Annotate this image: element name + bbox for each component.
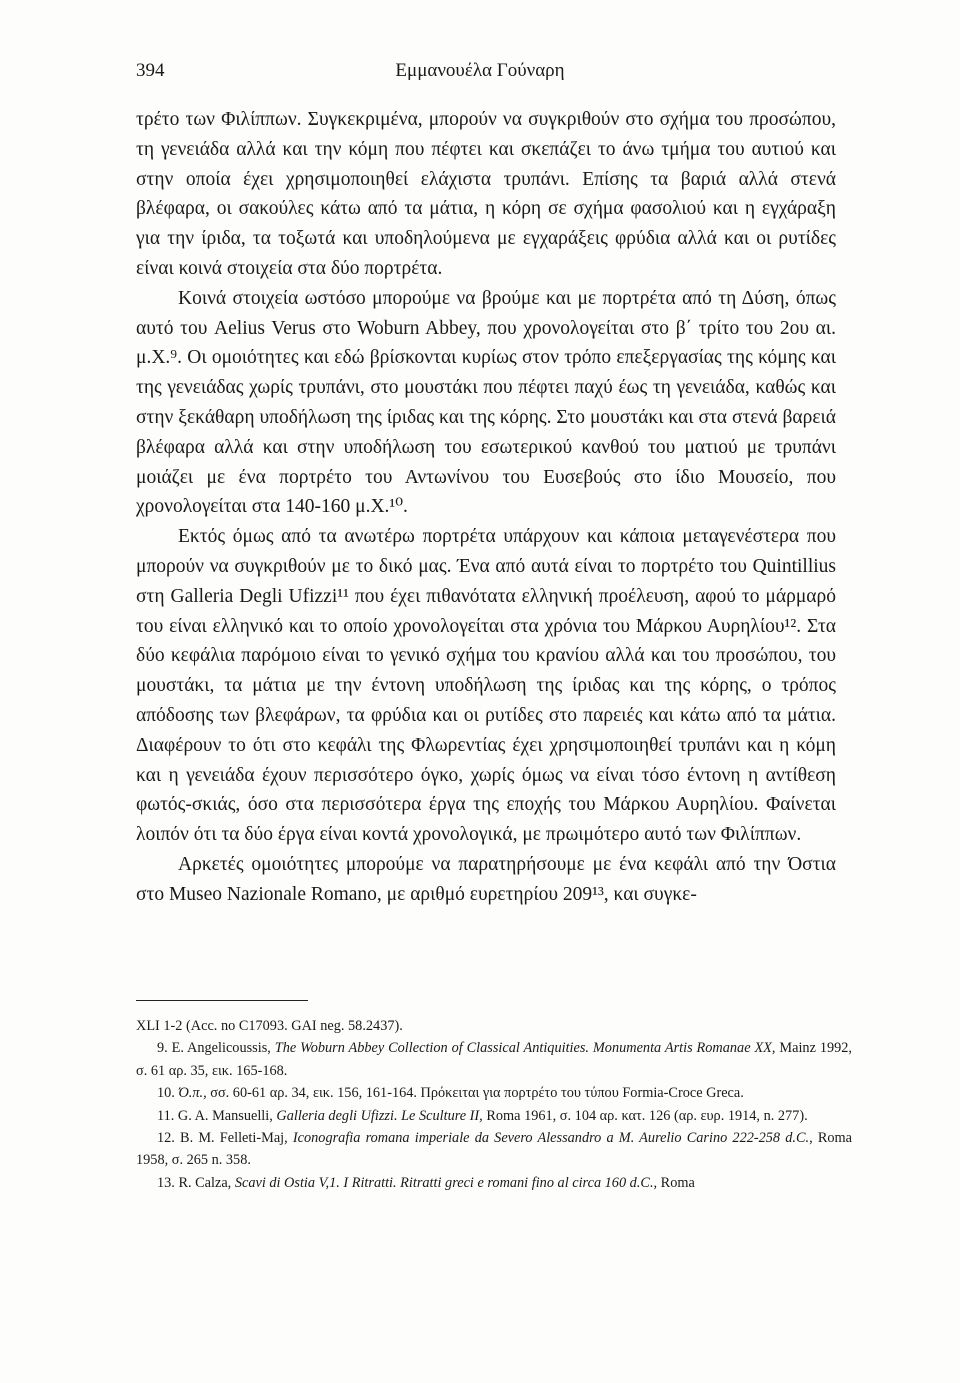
footnote-9: 9. E. Angelicoussis, The Woburn Abbey Collection of Classical Antiquities. Monumenta Artis Romanae XX, Mainz 1992, σ. 61 αρ. 35, εικ. 165-168. (136, 1040, 852, 1079)
paragraph-2: Κοινά στοιχεία ωστόσο μπορούμε να βρούμε και με πορτρέτα από τη Δύση, όπως αυτό του Aelius Verus στο Woburn Abbey, που χρονολογείται στο β΄ τρίτο του 2ου αι. μ.Χ.⁹. Οι ομοιότητες και εδώ βρίσκονται κυρίως στον τρόπο επεξεργασίας της κόμης και της γενειάδας χωρίς τρυπάνι, στο μουστάκι που πέφτει παχύ έως τη γενειάδα, καθώς και στην ξεκάθαρη υποδήλωση της ίριδας και της κόρης. Στο μουστάκι και στα στενά βαρειά βλέφαρα αλλά και στην υποδήλωση του εσωτερικού κανθού του ματιού με τρυπάνι μοιάζει με ένα πορτρέτο του Αντωνίνου του Ευσεβούς στο ίδιο Μουσείο, που χρονολογείται στα 140-160 μ.Χ.¹⁰. (136, 287, 836, 518)
footnote-10: 10. Ό.π., σσ. 60-61 αρ. 34, εικ. 156, 161-164. Πρόκειται για πορτρέτο του τύπου Formia-Croce Greca. (157, 1085, 744, 1102)
paragraph-3: Εκτός όμως από τα ανωτέρω πορτρέτα υπάρχουν και κάποια μεταγενέστερα που μπορούν να συγκριθούν με το δικό μας. Ένα από αυτά είναι το πορτρέτο του Quintillius στη Galleria Degli Ufizzi¹¹ που έχει πιθανότατα ελληνική προέλευση, αφού το μάρμαρό του είναι ελληνικό και το οποίο χρονολογείται στα χρόνια του Μάρκου Αυρηλίου¹². Στα δύο κεφάλια παρόμοιο είναι το γενικό σχήμα του κρανίου αλλά και του προσώπου, του μουστάκι, τα μάτια με την έντονη υποδήλωση της ίριδας και της κόρης, ο τρόπος απόδοσης των βλεφάρων, τα φρύδια και οι ρυτίδες στο παρειές και κάτω από τα μάτια. Διαφέρουν το ότι στο κεφάλι της Φλωρεντίας έχει χρησιμοποιηθεί τρυπάνι και η κόμη και η γενειάδα έχουν περισσότερο όγκο, χωρίς όμως να είναι τόσο έντονη η αντίθεση φωτός-σκιάς, όσο στα περισσότερα έργα της εποχής του Μάρκου Αυρηλίου. Φαίνεται λοιπόν ότι τα δύο έργα είναι κοντά χρονολογικά, με πρωιμότερο αυτό των Φιλίππων. (136, 526, 836, 846)
running-head-author: Εμμανουέλα Γούναρη (395, 60, 565, 81)
footnote-continuation: XLI 1-2 (Acc. no C17093. GAI neg. 58.2437). (136, 1018, 403, 1034)
paragraph-1: τρέτο των Φιλίππων. Συγκεκριμένα, μπορούν να συγκριθούν στο σχήμα του προσώπου, τη γενειάδα αλλά και την κόμη που πέφτει και σκεπάζει το άνω τμήμα του αυτιού και στην οποία έχει χρησιμοποιηθεί ελάχιστα τρυπάνι. Επίσης τα βαριά αλλά στενά βλέφαρα, οι σακούλες κάτω από τα μάτια, η κόρη σε σχήμα φασολιού και η εγχάραξη για την ίριδα, τα τοξωτά και υποδηλούμενα με εγχαράξεις φρύδια αλλά και οι ρυτίδες είναι κοινά στοιχεία στα δύο πορτρέτα. (136, 109, 836, 279)
footnote-11: 11. G. A. Mansuelli, Galleria degli Ufizzi. Le Sculture II, Roma 1961, σ. 104 αρ. κατ. 126 (αρ. ευρ. 1914, n. 277). (157, 1107, 808, 1124)
footnote-13: 13. R. Calza, Scavi di Ostia V,1. I Ritratti. Ritratti greci e romani fino al circa 160 d.C., Roma (157, 1174, 695, 1191)
paragraph-4: Αρκετές ομοιότητες μπορούμε να παρατηρήσουμε με ένα κεφάλι από την Όστια στο Museo Nazionale Romano, με αριθμό ευρετηρίου 209¹³, και συγκε- (136, 853, 836, 905)
footnotes (136, 1015, 852, 1194)
page-number: 394 (136, 60, 165, 81)
main-text (136, 105, 836, 910)
footnote-12: 12. B. M. Felleti-Maj, Iconografia romana imperiale da Severo Alessandro a M. Aurelio Carino 222-258 d.C., Roma 1958, σ. 265 n. 358. (136, 1130, 853, 1169)
footnote-divider (136, 1000, 308, 1001)
